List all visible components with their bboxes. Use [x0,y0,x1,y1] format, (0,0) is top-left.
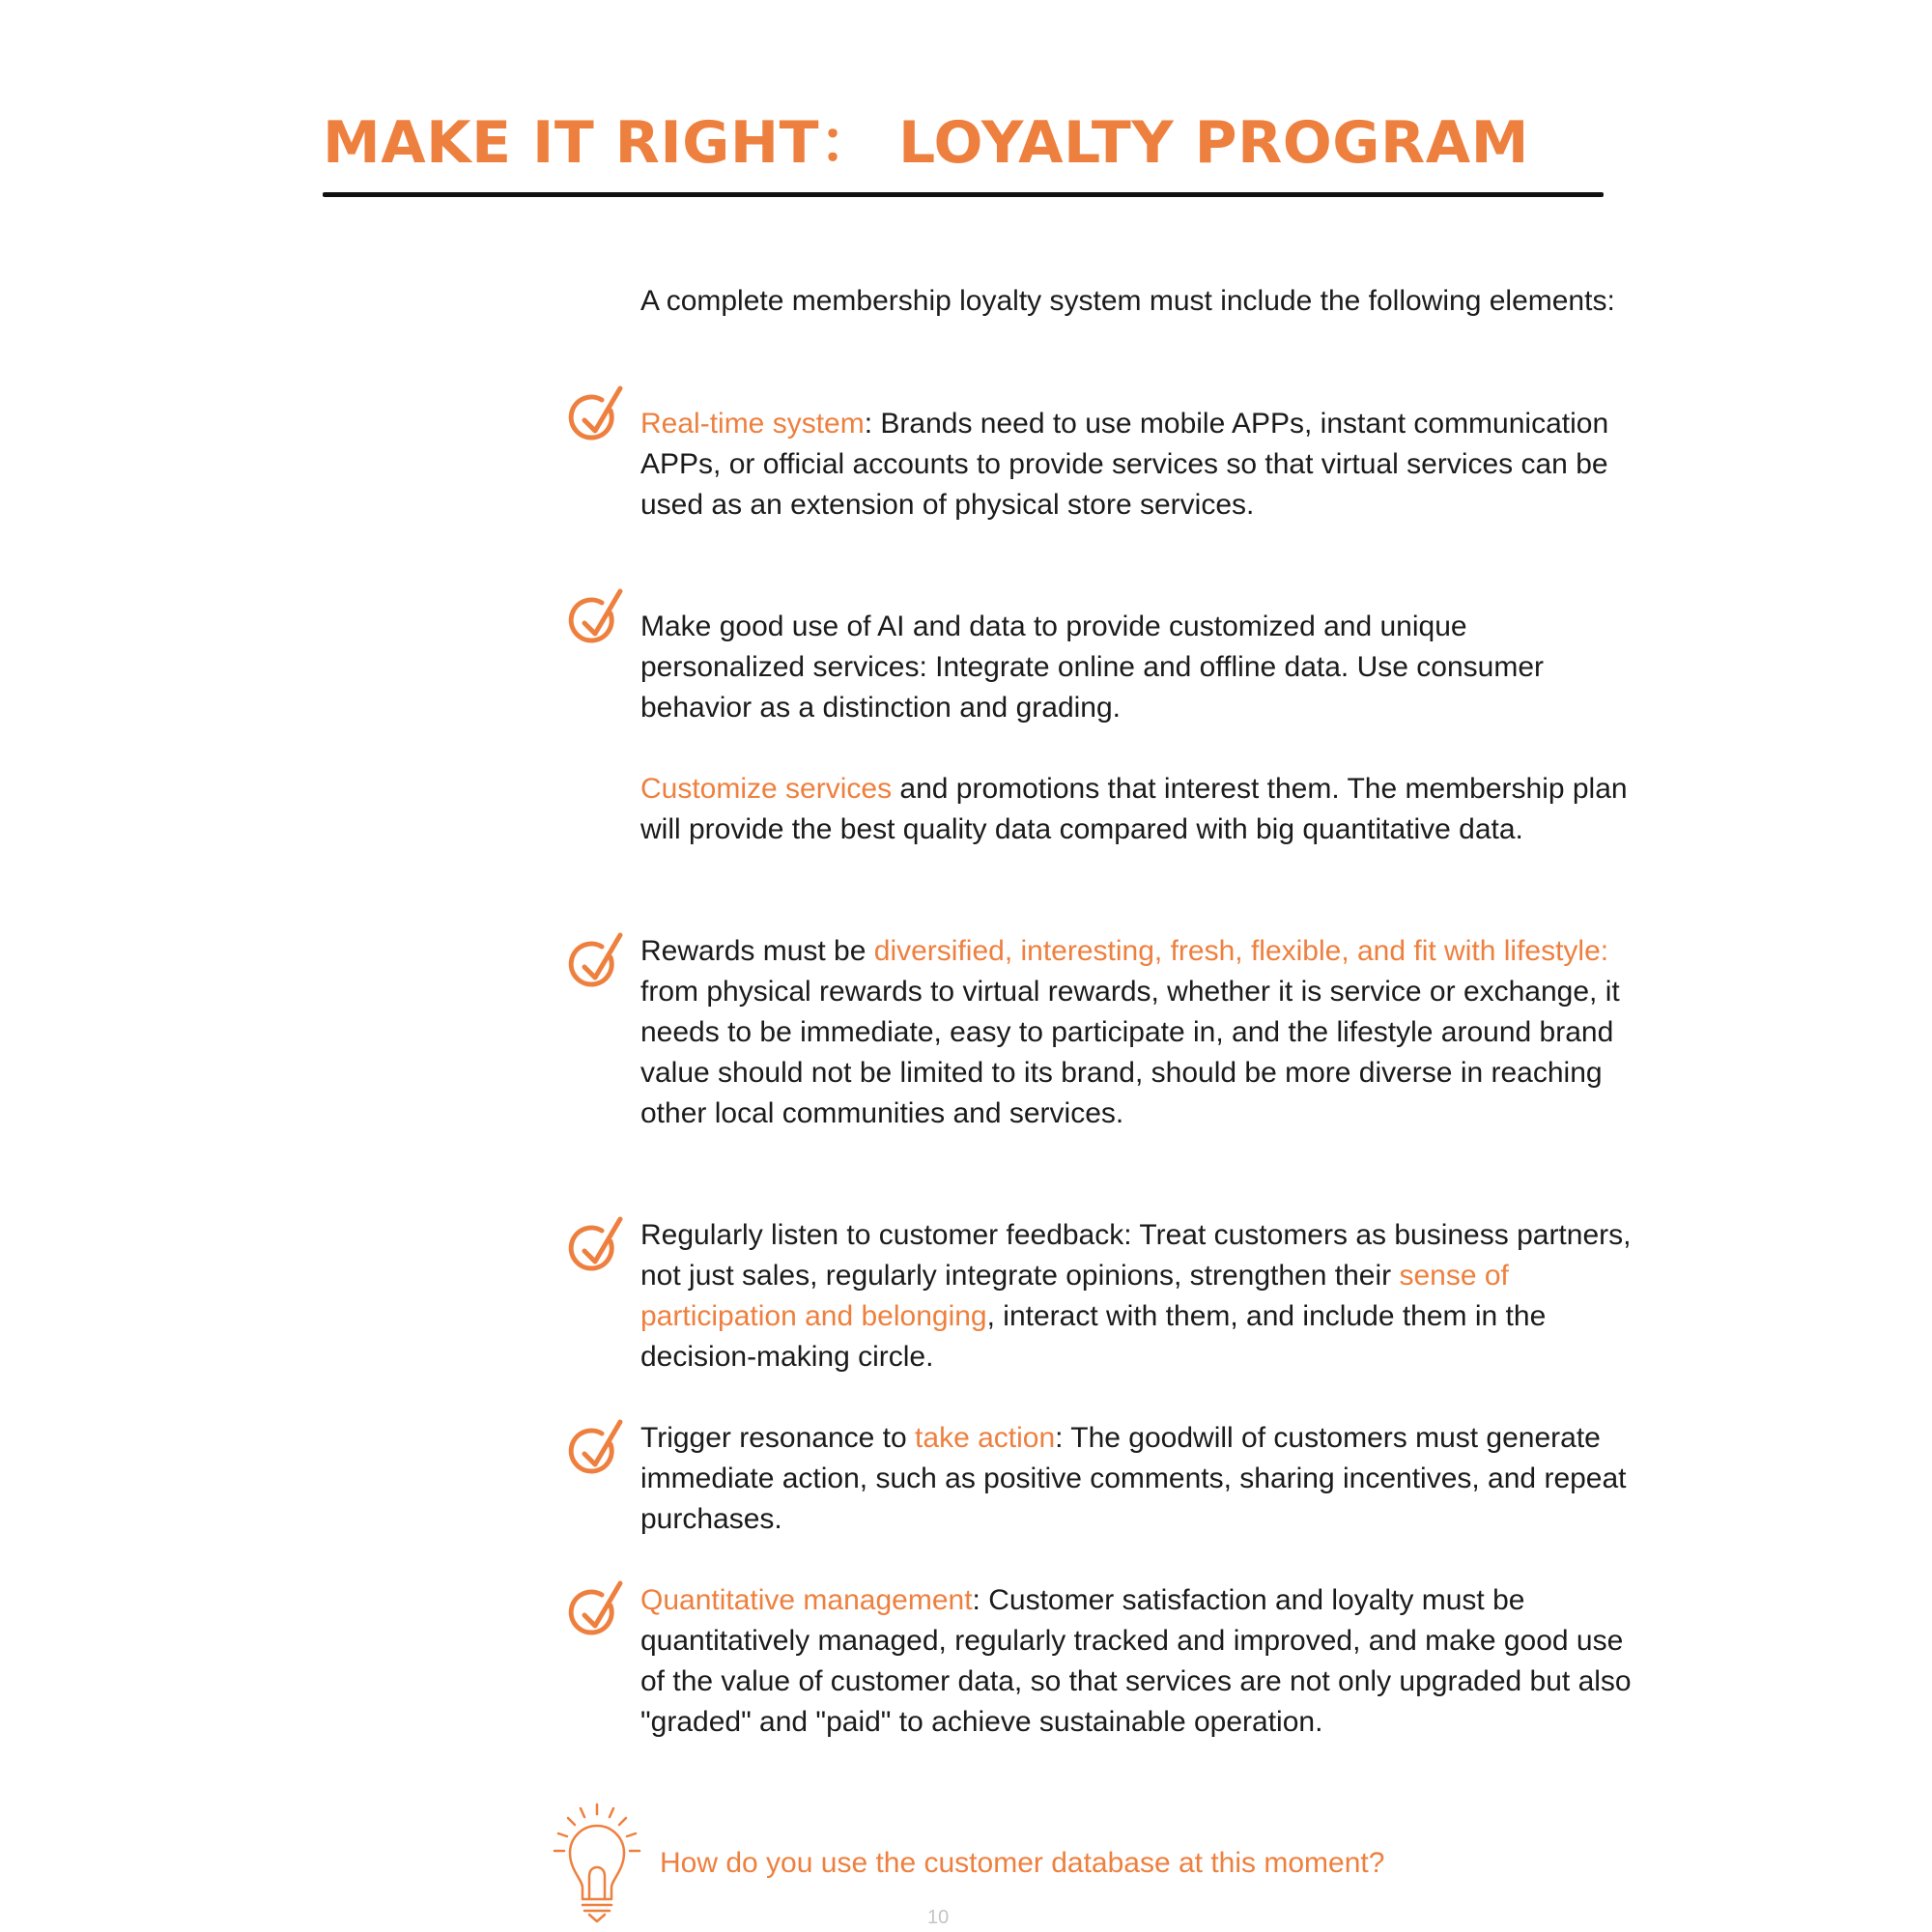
lightbulb-icon [549,1803,645,1924]
check-circle-icon [568,384,628,446]
item-quantitative-management [640,1580,1635,1743]
page-number: 10 [927,1907,950,1928]
check-circle-icon [568,1215,628,1277]
item-take-action [640,1418,1635,1540]
check-circle-icon [568,1418,628,1480]
item-rewards [640,931,1635,1134]
item-highlight: take action [915,1422,1056,1454]
item-text: , interact with them, and include them in the decision-making circle. [640,1300,1547,1373]
item-text: : The goodwill of customers must generate immediate action, such as positive comments, sharing incentives, and repeat purchases. [640,1422,1627,1535]
item-pre-text: Regularly listen to customer feedback: Treat customers as business partners, not just sales, regularly integrate opinions, strengthen their [640,1219,1632,1292]
item-text: : Customer satisfaction and loyalty must be quantitatively managed, regularly tracked and improved, and make good use of the value of customer data, so that services are not only upgraded but also "graded" and "paid" to achieve sustainable operation. [640,1584,1632,1738]
item-customize-services [640,769,1635,850]
item-highlight: Quantitative management [640,1584,973,1616]
check-circle-icon [568,587,628,649]
title-divider [323,192,1604,197]
item-highlight: Customize services [640,773,893,805]
item-text: from physical rewards to virtual rewards, whether it is service or exchange, it needs to be immediate, easy to participate in, and the lifestyle around brand value should not be limited to its brand, should be more diverse in reaching other local communities and services. [640,976,1620,1129]
item-pre-text: Rewards must be [640,935,874,967]
item-text: and promotions that interest them. The membership plan will provide the best quality data compared with big quantitative data. [640,773,1628,845]
item-text: Make good use of AI and data to provide customized and unique personalized services: Integrate online and offline data. Use consumer behavior as a distinction and grading. [640,611,1544,724]
item-text: : Brands need to use mobile APPs, instant communication APPs, or official accounts to provide services so that virtual services can be used as an extension of physical store services. [640,408,1609,521]
page-title: MAKE IT RIGHT： LOYALTY PROGRAM [323,109,1529,177]
item-pre-text: Trigger resonance to [640,1422,916,1454]
item-customer-feedback [640,1215,1635,1378]
item-highlight: Real-time system [640,408,865,440]
item-real-time-system [640,404,1635,526]
reflection-question: How do you use the customer database at this moment? [660,1847,1385,1879]
item-ai-data [640,607,1635,728]
item-highlight: sense of participation and belonging [640,1260,1509,1332]
check-circle-icon [568,931,628,993]
item-highlight: diversified, interesting, fresh, flexible, and fit with lifestyle: [873,935,1609,967]
intro-paragraph: A complete membership loyalty system must include the following elements: [640,285,1615,317]
check-circle-icon [568,1579,628,1641]
